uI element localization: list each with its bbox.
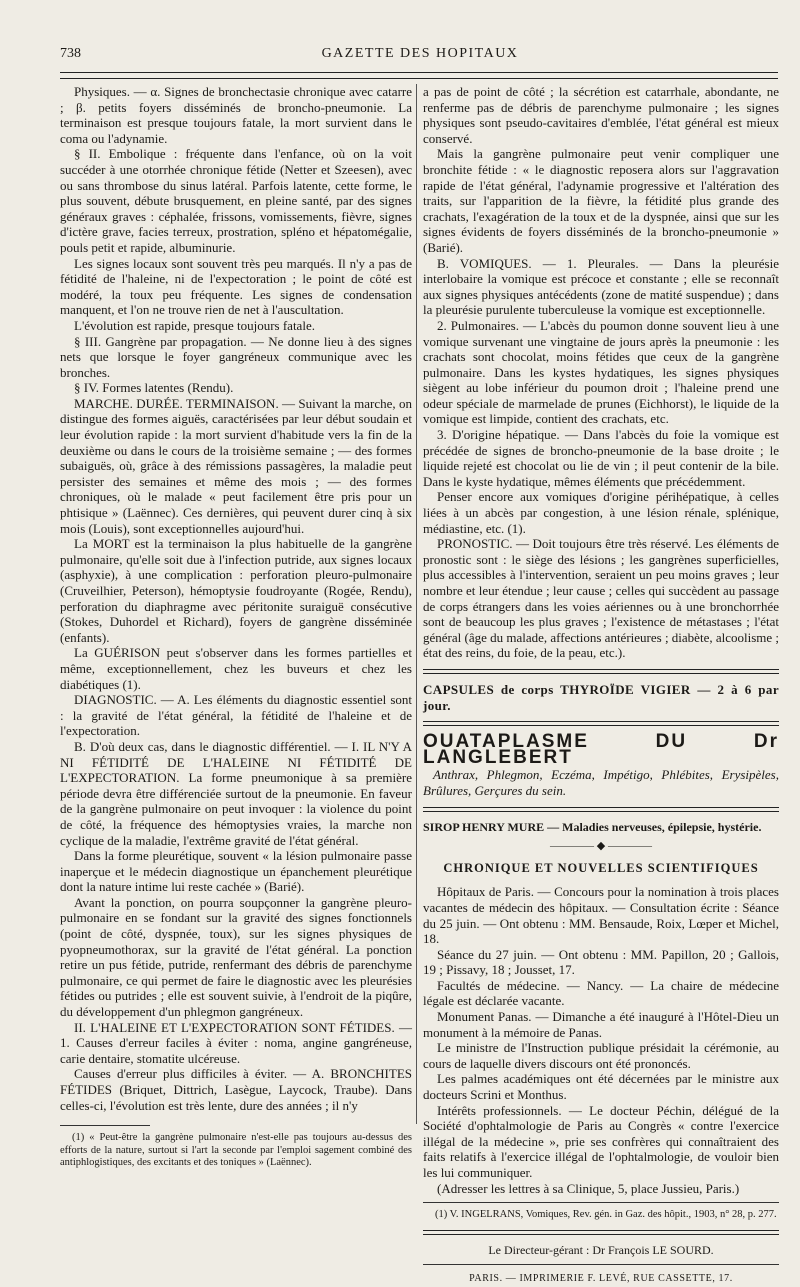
director-signature: Le Directeur-gérant : Dr François LE SOURD. [488, 1242, 714, 1257]
paragraph-diagnostic-b: B. D'où deux cas, dans le diagnostic différentiel. — I. IL N'Y A NI FÉTIDITÉ DE L'HALEINE NI FÉTIDITÉ DE L'EXPECTORATION. La forme pneumonique à sa première période devra être différenciée surtout de la pneumonie. En faveur de la gangrène pulmonaire on peut invoquer : la violence du point de côté, la fréquence des hémoptysies vraies, la marche non cyclique de la maladie, l'extrême gravité de l'état général. [60, 738, 412, 848]
news-interets: Intérêts professionnels. — Le docteur Péchin, délégué de la Société d'ophtalmologie de Paris au Congrès « contre l'exercice illégal de la médecine », prie ses confrères qui connaîtraient des faits relatifs à l'exercice illégal de l'ophtalmologie, de vouloir bien les lui communiquer. [423, 1102, 779, 1180]
ad-rule [423, 807, 779, 812]
paragraph-marche: MARCHE. DURÉE. TERMINAISON. — Suivant la marche, on distingue des formes aiguës, caractérisées par leur début soudain et leur évolution rapide : la mort survient d'habitude vers la fin de la deuxième ou dans le cours de la troisième semaine ; — des formes subaiguës, où, grâce à des rémissions passagères, la maladie peut persister des semaines et même des mois ; — des formes chroniques, où le malade « peut facilement être pris pour un phtisique » (Laënnec). Ces dernières, qui peuvent durer cinq à six mois (Louis), sont exceptionnelles aujourd'hui. [60, 395, 412, 536]
paragraph-ponction: Avant la ponction, on pourra soupçonner la gangrène pleuro-pulmonaire en se fondant sur la gravité des signes fonctionnels (point de côté, dyspnée, toux), sur les signes physiques de pyopneumothorax, sur la gravité de l'état général. La ponction retire un pus fétide, putride, renfermant des débris de parenchyme pulmonaire, ce qui permet de faire le diagnostic avec les pleurésies fétides ou putrides ; elle est souvent suivie, à l'endroit de la piqûre, du développement d'un phlegmon gangréneux. [60, 894, 412, 1020]
paragraph-pulmonaires: 2. Pulmonaires. — L'abcès du poumon donne souvent lieu à une vomique survenant une vingtaine de jours après la pneumonie : les crachats sont chocolat, moins fétides que ceux de la gangrène pulmonaire. Dans les kystes hydatiques, les signes physiques siègent au lobe inférieur du poumon droit ; l'haleine prend une odeur spéciale de marmelade de prunes (Eichhorst), le liquide de la vomique est limpide, contient des crachats, etc. [423, 317, 779, 427]
right-column [423, 84, 779, 1287]
header-rule [60, 72, 778, 79]
ad-rule-top [423, 669, 779, 674]
page-header [60, 44, 780, 66]
paragraph-pronostic: PRONOSTIC. — Doit toujours être très réservé. Les éléments de pronostic sont : le siège des lésions ; les gangrènes superficielles, plus accessibles à l'intervention, seraient un peu moins graves ; leur nombre et leur étendue ; leur cause ; celles qui succèdent au passage de corps étrangers dans les voies aériennes ou à une bronchorrhée sont de beaucoup les plus graves ; l'existence de métastases ; l'état général (âge du malade, affections antérieures ; diabète, alcoolisme ; état des reins, du foie, de la peau, etc.). [423, 536, 780, 661]
paragraph-evolution: L'évolution est rapide, presque toujours fatale. [74, 317, 315, 333]
ornament-divider: ———— ◆ ———— [550, 840, 652, 853]
paragraph-signes-locaux: Les signes locaux sont souvent très peu marqués. Il n'y a pas de fétidité de l'haleine, ni de l'expectoration ; le point de côté est modéré, la toux peu fréquente. Les signes de condensation manquent, et l'on ne trouve rien de net à l'auscultation. [60, 255, 412, 318]
section-heading-chronique: CHRONIQUE ET NOUVELLES SCIENTIFIQUES [443, 860, 759, 875]
paragraph-diagnostic: DIAGNOSTIC. — A. Les éléments du diagnostic essentiel sont : la gravité de l'état général, la fétidité de l'haleine et de l'expectoration. [60, 692, 412, 739]
column-divider [416, 84, 417, 1124]
paragraph-vomiques: B. VOMIQUES. — 1. Pleurales. — Dans la pleurésie interlobaire la vomique est précoce et constante ; elle se reconnaît aux signes physiques antécédents (zone de matité suspendue) ; dans la pleurésie purulente tuberculeuse la vomique est exceptionnelle. [423, 255, 779, 318]
ad-ouataplasme-sub: Anthrax, Phlegmon, Eczéma, Impétigo, Phlébites, Erysipèles, Brûlures, Gerçures du sein. [423, 767, 779, 798]
printer-imprint: PARIS. — IMPRIMERIE F. LEVÉ, RUE CASSETTE, 17. [469, 1273, 733, 1285]
footnote-left: (1) « Peut-être la gangrène pulmonaire n'est-elle pas toujours au-dessus des efforts de la nature, surtout si l'art la seconde par l'emploi sagement combiné des antiphlogistiques, des excitants et des toniques » (Laënnec). [60, 1132, 412, 1169]
paragraph-embolique: § II. Embolique : fréquente dans l'enfance, où on la voit succéder à une otorrhée chronique fétide (Netter et Szeesen), avec ou sans thrombose du sinus latéral. Parfois latente, cette forme, le plus souvent, débute brusquement, en pleine santé, par des signes généraux graves : céphalée, frissons, vomissements, fièvre, signes d'ictère grave, facies terreux, prostration, spléno et hépatomégalie, pouls petit et rapide, albuminurie. [60, 146, 412, 255]
footnote-right: (1) V. INGELRANS, Vomiques, Rev. gén. in Gaz. des hôpit., 1903, n° 28, p. 277. [435, 1209, 777, 1221]
paragraph-mort: La MORT est la terminaison la plus habituelle de la gangrène pulmonaire, qu'elle soit due à l'infection putride, aux signes locaux (asphyxie), à une complication : perforation pleuro-pulmonaire (Cruveilhier, Peterson), hémoptysie foudroyante (Rogée, Rendu), perforation du diaphragme avec péritonite suraiguë consécutive (Stokes, Duhordel et Richard), foyers de gangrène disséminée (enfants). [60, 536, 412, 645]
news-palmes: Les palmes académiques ont été décernées par le ministre aux docteurs Scrini et Monthus. [423, 1071, 779, 1103]
ad-sirop: SIROP HENRY MURE — Maladies nerveuses, épilepsie, hystérie. [423, 819, 762, 834]
footnote-rule [423, 1202, 779, 1203]
paragraph-haleine: II. L'HALEINE ET L'EXPECTORATION SONT FÉTIDES. — 1. Causes d'erreur faciles à éviter : noma, angine gangréneuse, carie dentaire, stomatite ulcéreuse. [60, 1019, 412, 1066]
paragraph-erreurs: Causes d'erreur plus difficiles à éviter. — A. BRONCHITES FÉTIDES (Briquet, Dittrich, Lasègue, Laycock, Traube). Dans celles-ci, l'évolution est très lente, dure des années ; il n'y [60, 1066, 412, 1113]
ad-ouataplasme-title: OUATAPLASME DU Dr LANGLEBERT [423, 731, 779, 768]
paragraph-propagation: § III. Gangrène par propagation. — Ne donne lieu à des signes nets que lorsque le foyer gangréneux communique avec les bronches. [60, 333, 412, 380]
news-adresser: (Adresser les lettres à sa Clinique, 5, place Jussieu, Paris.) [437, 1180, 740, 1196]
left-column [60, 84, 412, 1170]
paragraph-penser: Penser encore aux vomiques d'origine périhépatique, à celles liées à un abcès par congestion, à une lésion rénale, splénique, médiastine, etc. (1). [423, 489, 779, 536]
paragraph-formes-latentes: § IV. Formes latentes (Rendu). [74, 380, 234, 396]
paragraph-hepatique: 3. D'origine hépatique. — Dans l'abcès du foie la vomique est précédée de signes de broncho-pneumonie de la base droite ; le liquide rejeté est chocolat ou lie de vin ; il peut contenir de la bile. Dans le kyste hydatique, mêmes éléments que précédemment. [423, 427, 779, 489]
paragraph-guerison: La GUÉRISON peut s'observer dans les formes partielles et même, exceptionnellement, chez les buveurs et chez les diabétiques (1). [60, 645, 412, 692]
news-seance-27: Séance du 27 juin. — Ont obtenu : MM. Papillon, 20 ; Gallois, 19 ; Pissavy, 18 ; Jousset, 17. [423, 946, 779, 978]
paragraph-gangrene: Mais la gangrène pulmonaire peut venir compliquer une bronchite fétide : « le diagnostic reposera alors sur l'aggravation rapide de l'état général, l'adynamie progressive et l'altération des traits, sur l'apparition de la fièvre, la fétidité plus grande des crachats, l'exagération de la toux et de la dyspnée, ainsi que sur les signes évidents de foyers disséminés de la broncho-pneumonie » (Barié). [423, 146, 779, 255]
page-number: 738 [60, 46, 81, 61]
footnote-rule [60, 1125, 150, 1126]
ad-capsules: CAPSULES de corps THYROÏDE VIGIER — 2 à 6 par jour. [423, 681, 779, 713]
news-ministre: Le ministre de l'Instruction publique présidait la cérémonie, au cours de laquelle divers discours ont été prononcés. [423, 1040, 779, 1071]
ad-rule [423, 721, 779, 726]
footer-rule-thin [423, 1264, 779, 1265]
footer-rule [423, 1230, 779, 1235]
news-faculte: Facultés de médecine. — Nancy. — La chaire de médecine légale est déclarée vacante. [423, 977, 779, 1009]
news-hopitaux: Hôpitaux de Paris. — Concours pour la nomination à trois places vacantes de médecin des hôpitaux. — Consultation écrite : Séance du 25 juin. — Ont obtenu : MM. Bensaude, Roix, Lœper et Michel, 18. [423, 884, 779, 947]
journal-title: GAZETTE DES HOPITAUX [321, 46, 519, 61]
paragraph-pleuretique: Dans la forme pleurétique, souvent « la lésion pulmonaire passe inaperçue et le médecin diagnostique un épanchement pleurétique dont la nature intime lui reste cachée » (Barié). [60, 848, 412, 895]
paragraph-physiques: Physiques. — α. Signes de bronchectasie chronique avec catarre ; β. petits foyers disséminés de broncho-pneumonie. La terminaison est presque toujours fatale, la mort survient dans le coma ou l'adynamie. [60, 84, 412, 146]
news-monument: Monument Panas. — Dimanche a été inauguré à l'Hôtel-Dieu un monument à la mémoire de Panas. [423, 1009, 779, 1040]
paragraph-continuation: a pas de point de côté ; la sécrétion est catarrhale, abondante, ne renferme pas de débris de parenchyme pulmonaire ; les signes physiques sont pseudo-cavitaires d'emblée, l'état général est mieux conservé. [423, 84, 779, 146]
